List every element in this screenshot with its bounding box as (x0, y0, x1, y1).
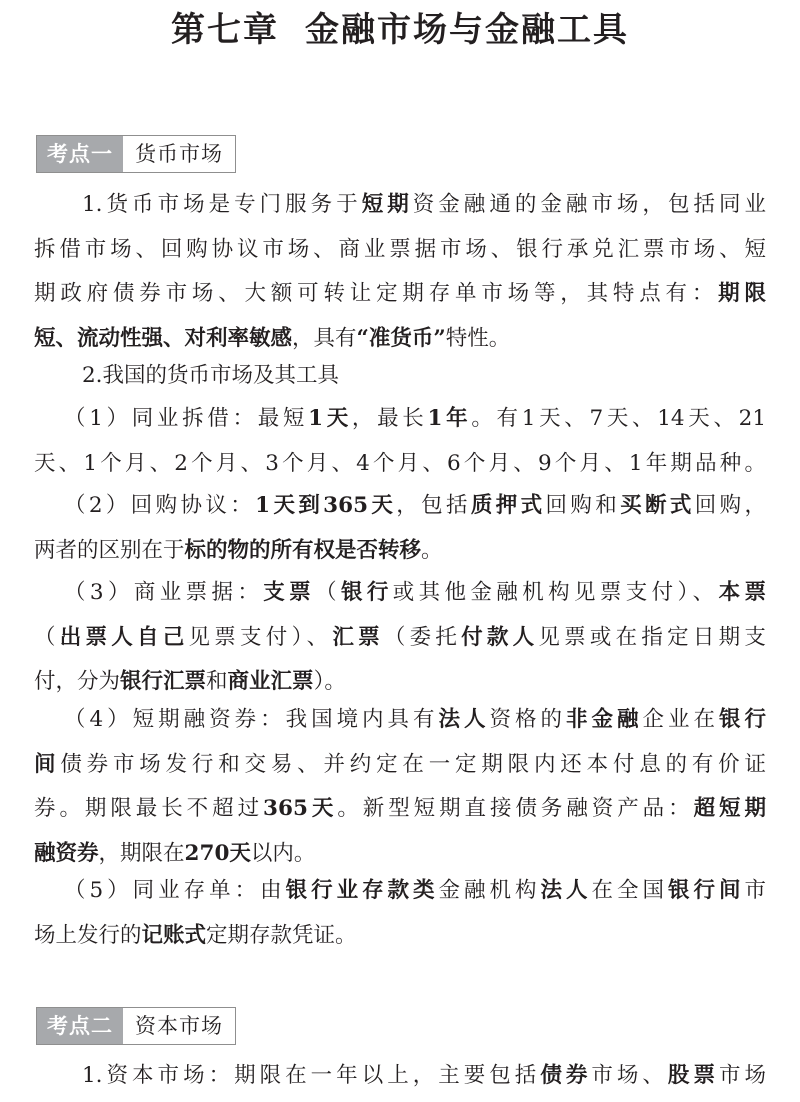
paragraph-repo-agreement (34, 484, 766, 573)
text-line: 拆借市场、回购协议市场、商业票据市场、银行承兑汇票市场、短 (34, 236, 766, 262)
text-line: 券。期限最长不超过365天。新型短期直接债务融资产品：超短期 (34, 796, 766, 821)
text-line: 期政府债券市场、大额可转让定期存单市场等，其特点有：期限 (34, 281, 766, 306)
chapter-title (0, 2, 800, 51)
chapter-number: 第七章 (171, 10, 279, 50)
kaodian-1-tag: 考点一 (37, 136, 123, 172)
text-line: 1.资本市场：期限在一年以上，主要包括债券市场、股票市场 (82, 1063, 766, 1088)
paragraph-money-market-definition (34, 183, 766, 361)
paragraph-interbank-cd (34, 869, 766, 958)
text-line: 付，分为银行汇票和商业汇票）。 (34, 669, 346, 694)
chapter-name: 金融市场与金融工具 (305, 10, 629, 50)
kaodian-1-name: 货币市场 (123, 136, 235, 172)
text-line: （5）同业存单：由银行业存款类金融机构法人在全国银行间市 (64, 878, 766, 903)
kaodian-1-header (36, 135, 236, 173)
text-line: （2）回购协议：1天到365天，包括质押式回购和买断式回购， (64, 493, 766, 518)
text-line: 2.我国的货币市场及其工具 (82, 363, 340, 388)
paragraph-interbank-lending (34, 397, 766, 486)
kaodian-2-name: 资本市场 (123, 1008, 235, 1044)
kaodian-2-header (36, 1007, 236, 1045)
text-line: （4）短期融资券：我国境内具有法人资格的非金融企业在银行 (64, 707, 766, 732)
paragraph-tools-heading (34, 354, 766, 399)
kaodian-2-tag: 考点二 (37, 1008, 123, 1044)
text-line: 天、1个月、2个月、3个月、4个月、6个月、9个月、1年期品种。 (34, 450, 766, 476)
paragraph-short-term-financing (34, 698, 766, 876)
text-line: （出票人自己见票支付）、汇票（委托付款人见票或在指定日期支 (34, 624, 766, 650)
text-line: （3）商业票据：支票（银行或其他金融机构见票支付）、本票 (64, 580, 766, 605)
text-line: 1.货币市场是专门服务于短期资金融通的金融市场，包括同业 (82, 192, 766, 217)
paragraph-commercial-paper (34, 571, 766, 705)
text-line: 两者的区别在于标的物的所有权是否转移。 (34, 537, 443, 563)
text-line: 间债券市场发行和交易、并约定在一定期限内还本付息的有价证 (34, 751, 766, 777)
text-line: 融资券，期限在270天以内。 (34, 840, 316, 866)
text-line: （1）同业拆借：最短1天，最长1年。有1天、7天、14天、21 (64, 406, 766, 431)
text-line: 场上发行的记账式定期存款凭证。 (34, 922, 357, 948)
text-line: 短、流动性强、对利率敏感，具有“准货币”特性。 (34, 325, 511, 351)
paragraph-capital-market (34, 1054, 766, 1099)
